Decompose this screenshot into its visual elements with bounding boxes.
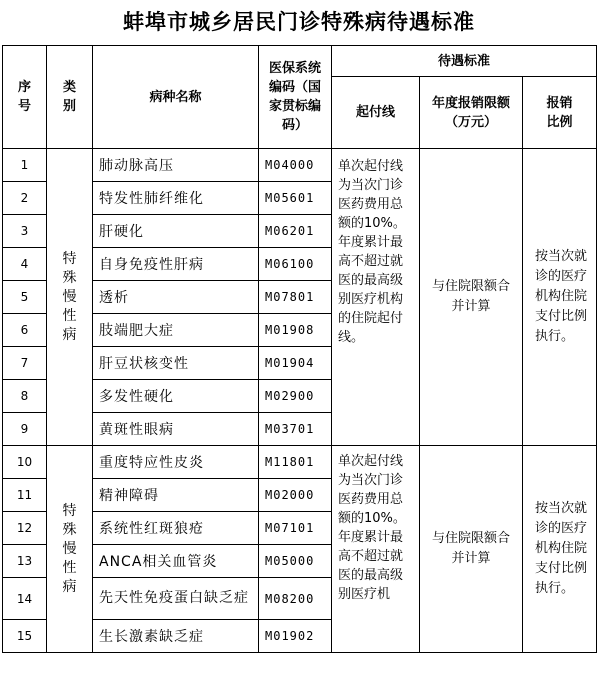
disease-name: 肢端肥大症 [93, 314, 259, 347]
disease-code: M05601 [259, 182, 332, 215]
row-index: 2 [3, 182, 47, 215]
disease-code: M07801 [259, 281, 332, 314]
disease-name: 特发性肺纤维化 [93, 182, 259, 215]
header-disease-name: 病种名称 [93, 46, 259, 149]
disease-code: M04000 [259, 149, 332, 182]
disease-name: 重度特应性皮炎 [93, 446, 259, 479]
table-body [3, 149, 597, 653]
row-index: 7 [3, 347, 47, 380]
disease-name: 精神障碍 [93, 479, 259, 512]
disease-code: M07101 [259, 512, 332, 545]
row-index: 9 [3, 413, 47, 446]
row-index: 3 [3, 215, 47, 248]
disease-name: 肺动脉高压 [93, 149, 259, 182]
category-cell: 特殊慢性病 [47, 446, 93, 653]
disease-name: 系统性红斑狼疮 [93, 512, 259, 545]
disease-code: M01908 [259, 314, 332, 347]
table-row [3, 446, 597, 479]
treatment-standard-table [2, 45, 597, 653]
disease-code: M03701 [259, 413, 332, 446]
row-index: 12 [3, 512, 47, 545]
disease-name: 生长激素缺乏症 [93, 620, 259, 653]
table-row [3, 149, 597, 182]
row-index: 6 [3, 314, 47, 347]
disease-name: 自身免疫性肝病 [93, 248, 259, 281]
header-treatment: 待遇标准 [332, 46, 597, 77]
page-title: 蚌埠市城乡居民门诊特殊病待遇标准 [123, 9, 475, 34]
disease-name: 先天性免疫蛋白缺乏症 [93, 578, 259, 620]
header-annual-limit: 年度报销限额（万元） [420, 77, 523, 149]
header-code: 医保系统编码（国家贯标编码） [259, 46, 332, 149]
ratio-note: 按当次就诊的医疗机构住院支付比例执行。 [523, 446, 597, 653]
disease-code: M01902 [259, 620, 332, 653]
disease-code: M11801 [259, 446, 332, 479]
header-deductible: 起付线 [332, 77, 420, 149]
disease-code: M05000 [259, 545, 332, 578]
disease-code: M06100 [259, 248, 332, 281]
row-index: 5 [3, 281, 47, 314]
header-category: 类别 [47, 46, 93, 149]
row-index: 11 [3, 479, 47, 512]
disease-name: 透析 [93, 281, 259, 314]
header-row-1 [3, 46, 597, 77]
disease-code: M02000 [259, 479, 332, 512]
row-index: 4 [3, 248, 47, 281]
disease-name: 肝豆状核变性 [93, 347, 259, 380]
row-index: 15 [3, 620, 47, 653]
disease-code: M08200 [259, 578, 332, 620]
disease-name: 黄斑性眼病 [93, 413, 259, 446]
disease-name: 多发性硬化 [93, 380, 259, 413]
deductible-note: 单次起付线为当次门诊医药费用总额的10%。年度累计最高不超过就医的最高级别医疗机构的住院起付线。 [332, 149, 420, 446]
row-index: 10 [3, 446, 47, 479]
disease-code: M01904 [259, 347, 332, 380]
annual-limit-note: 与住院限额合并计算 [420, 149, 523, 446]
row-index: 1 [3, 149, 47, 182]
category-cell: 特殊慢性病 [47, 149, 93, 446]
header-ratio: 报销比例 [523, 77, 597, 149]
disease-name: ANCA相关血管炎 [93, 545, 259, 578]
row-index: 8 [3, 380, 47, 413]
row-index: 13 [3, 545, 47, 578]
disease-name: 肝硬化 [93, 215, 259, 248]
header-index: 序号 [3, 46, 47, 149]
deductible-note: 单次起付线为当次门诊医药费用总额的10%。年度累计最高不超过就医的最高级别医疗机 [332, 446, 420, 653]
annual-limit-note: 与住院限额合并计算 [420, 446, 523, 653]
disease-code: M06201 [259, 215, 332, 248]
ratio-note: 按当次就诊的医疗机构住院支付比例执行。 [523, 149, 597, 446]
disease-code: M02900 [259, 380, 332, 413]
row-index: 14 [3, 578, 47, 620]
